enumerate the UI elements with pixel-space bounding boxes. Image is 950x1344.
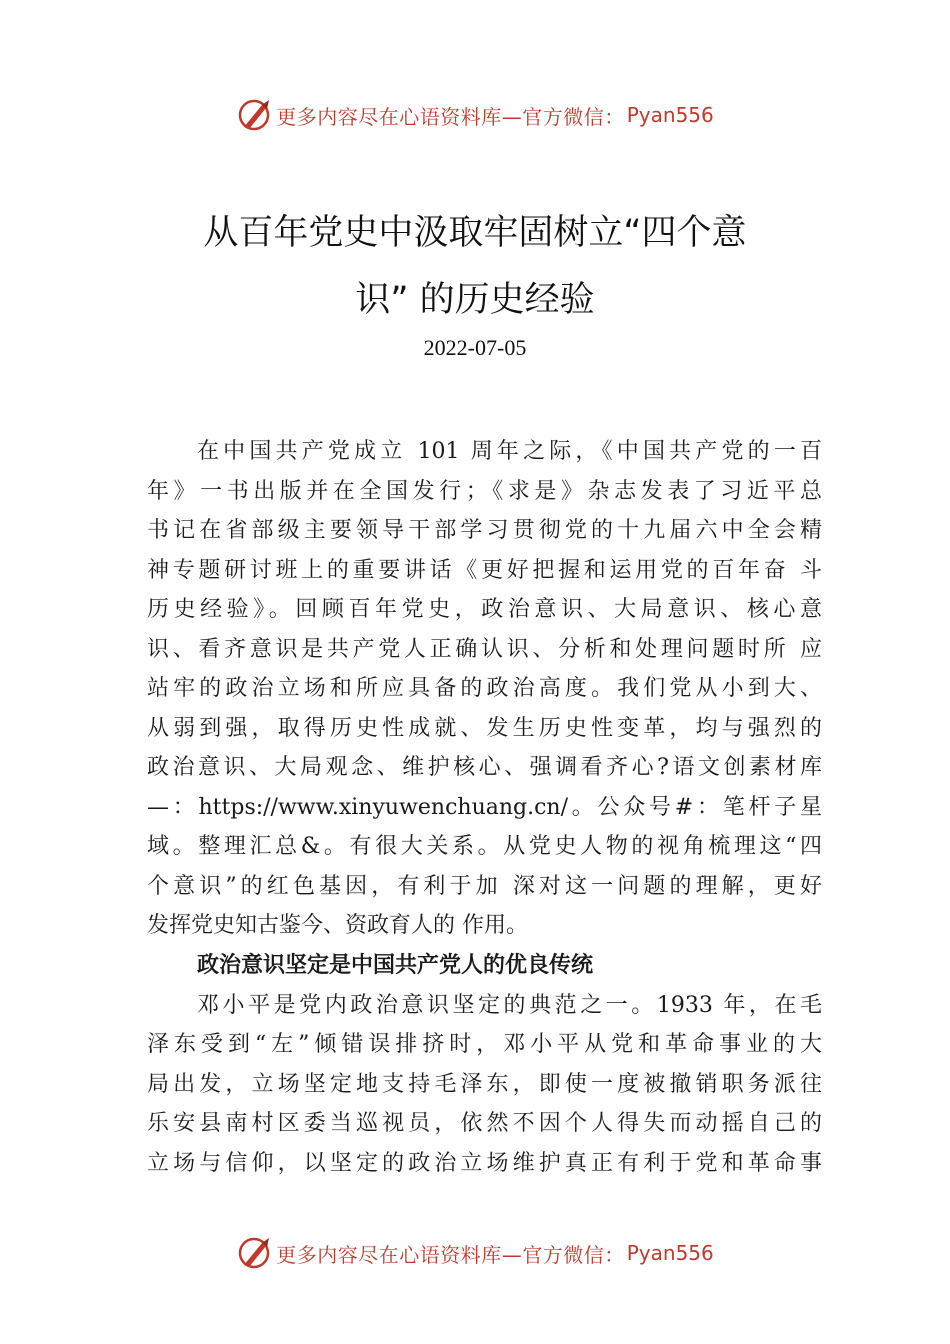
article-title-line-2: 识” 的历史经验 xyxy=(355,280,595,320)
quill-pen-logo-icon xyxy=(236,1235,272,1271)
paragraph-line: 神专题研讨班上的重要讲话《更好把握和运用党的百年奋 斗 xyxy=(147,557,822,583)
quill-pen-logo-icon xyxy=(236,97,272,133)
banner-wechat-id: Pyan556 xyxy=(626,1241,714,1265)
paragraph-line: 局出发，立场坚定地支持毛泽东，即使一度被撤销职务派往 xyxy=(147,1071,822,1097)
paragraph-line: 发挥党史知古鉴今、资政育人的 作用。 xyxy=(147,913,528,938)
article-date: 2022-07-05 xyxy=(423,335,527,360)
paragraph-line: 泽东受到“左”倾错误排挤时，邓小平从党和革命事业的大 xyxy=(147,1032,822,1057)
footer-banner xyxy=(0,1233,950,1273)
paragraph-line: 书记在省部级主要领导干部学习贯彻党的十九届六中全会精 xyxy=(147,518,822,543)
paragraph-line: 历史经验》。回顾百年党史，政治意识、大局意识、核心意 xyxy=(147,597,822,622)
paragraph-line: 立场与信仰，以坚定的政治立场维护真正有利于党和革命事 xyxy=(147,1150,822,1176)
section-heading: 政治意识坚定是中国共产党人的优良传统 xyxy=(197,952,594,978)
paragraph-line: —：https://www.xinyuwenchuang.cn/。公众号#：笔杆子星 xyxy=(147,794,822,820)
paragraph-line: 在中国共产党成立 101 周年之际，《中国共产党的一百 xyxy=(197,439,822,464)
paragraph-line: 年》一书出版并在全国发行；《求是》杂志发表了习近平总 xyxy=(147,478,822,504)
header-banner xyxy=(0,95,950,135)
paragraph-line: 站牢的政治立场和所应具备的政治高度。我们党从小到大、 xyxy=(147,676,822,701)
article-body xyxy=(147,432,822,1183)
banner-text: 更多内容尽在心语资料库—官方微信： xyxy=(276,104,625,129)
banner-wechat-id: Pyan556 xyxy=(626,103,714,127)
paragraph-line: 域。整理汇总&。有很大关系。从党史人物的视角梳理这“四 xyxy=(147,834,822,859)
paragraph-line: 识、看齐意识是共产党人正确认识、分析和处理问题时所 应 xyxy=(147,636,822,662)
paragraph-line: 乐安县南村区委当巡视员，依然不因个人得失而动摇自己的 xyxy=(147,1111,822,1136)
paragraph-line: 个意识”的红色基因，有利于加 深对这一问题的理解，更好 xyxy=(147,873,822,899)
paragraph-line: 邓小平是党内政治意识坚定的典范之一。1933 年，在毛 xyxy=(197,992,822,1018)
banner-text: 更多内容尽在心语资料库—官方微信： xyxy=(276,1242,625,1267)
article-title-line-1: 从百年党史中汲取牢固树立“四个意 xyxy=(203,213,747,253)
paragraph-line: 政治意识、大局观念、维护核心、强调看齐心?语文创素材库 xyxy=(147,755,822,780)
paragraph-line: 从弱到强，取得历史性成就、发生历史性变革，均与强烈的 xyxy=(147,715,822,741)
